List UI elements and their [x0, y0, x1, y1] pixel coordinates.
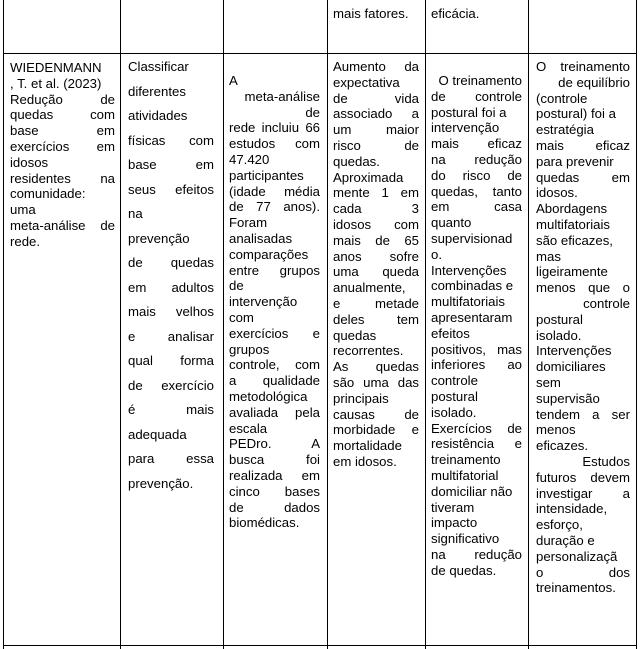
cell-line: postural foi a [431, 104, 507, 120]
cell-line: prevenção [128, 230, 190, 246]
cell-line: exercícios e [229, 325, 320, 341]
cell-line: escala [229, 420, 268, 436]
cell-line: duração e [536, 532, 595, 548]
cell-line: impacto [431, 515, 478, 531]
cell-line: mas [536, 248, 561, 264]
cell-line: de quedas [128, 255, 214, 270]
cell-line: multifatorial [431, 467, 499, 483]
cell-line: intervenção [229, 294, 298, 310]
cell-line: isolado. [431, 404, 477, 420]
cell-line: um maior [333, 122, 419, 138]
cell-line: Redução de [10, 91, 115, 107]
prev-row-col5-text: eficácia. [431, 6, 480, 21]
cell-line: Aumento da [333, 59, 419, 74]
cell-line: Aproximada [333, 169, 404, 185]
cell-line: investigar a [536, 485, 630, 501]
cell-line: (idade média [229, 183, 320, 199]
cell-line: e analisar [128, 328, 214, 344]
cell-line: atividades [128, 108, 188, 123]
cell-line: treinamentos. [536, 580, 616, 596]
table-border-right [636, 0, 637, 649]
cell-line: quedas em [536, 169, 630, 185]
cell-line: isolado. [536, 327, 582, 343]
cell-line: para essa [128, 451, 214, 466]
cell-line: estudos com [229, 136, 320, 152]
cell-line: é mais [128, 402, 214, 417]
cell-line: meta-análise de [244, 88, 320, 120]
cell-line: anos sofre [333, 248, 419, 264]
cell-line: em adultos [128, 279, 214, 295]
cell-line: para prevenir [536, 153, 614, 169]
cell-line: busca foi [229, 452, 320, 468]
cell-line: comparações [229, 246, 309, 262]
cell-line: tiveram [431, 499, 475, 515]
cell-line: a qualidade [229, 373, 320, 389]
cell-line: tendem a ser [536, 406, 630, 422]
cell-line: treinamento [431, 452, 501, 468]
cell-line: domiciliares [536, 359, 606, 375]
cell-line: multifatoriais [536, 216, 611, 232]
cell-line: controle [583, 295, 630, 311]
cell-line: supervisionad [431, 230, 513, 246]
cell-line: estratégia [536, 122, 594, 138]
cell-line: intervenção [431, 120, 500, 136]
cell-line: entre grupos [229, 262, 320, 278]
cell-line: na redução [431, 546, 522, 562]
cell-line: PEDro. A [229, 436, 320, 452]
cell-line: o dos [536, 564, 630, 580]
cell-line: idosos. [536, 185, 578, 201]
cell-line: Intervenções [431, 262, 507, 278]
cell-line: WIEDENMANN [10, 60, 102, 75]
cell-line: de 77 anos). [229, 199, 320, 215]
cell-line: quanto [431, 215, 472, 231]
cell-line: Intervenções [536, 343, 612, 359]
cell-line: comunidade: [10, 186, 86, 202]
cell-line: mais de 65 [333, 232, 419, 248]
cell-line: menos que o [536, 280, 630, 296]
cell-line: postural) foi a [536, 106, 616, 122]
cell-line: combinadas e [431, 278, 514, 294]
column-divider [528, 0, 529, 649]
row-divider [3, 645, 637, 646]
cell-reference [10, 60, 115, 250]
cell-line: principais [333, 390, 389, 406]
cell-line: risco de [333, 137, 419, 153]
cell-line: avaliada pela [229, 404, 320, 420]
cell-line: inferiores ao [431, 357, 522, 373]
cell-line: postural [431, 388, 478, 404]
cell-line: são eficazes, [536, 232, 613, 248]
cell-line: associado a [333, 106, 419, 122]
cell-line: esforço, [536, 517, 583, 533]
cell-line: significativo [431, 531, 500, 547]
cell-line: (controle [536, 90, 588, 106]
cell-line: quedas, tanto [431, 183, 522, 199]
cell-line: domiciliar não [431, 483, 513, 499]
cell-conclusion [536, 59, 630, 596]
cell-line: qual forma [128, 353, 214, 368]
cell-line: multifatoriais [431, 294, 506, 310]
cell-line: metodológica [229, 388, 308, 404]
cell-line: personalizaçã [536, 548, 618, 564]
cell-line: mente 1 em [333, 185, 419, 201]
cell-line: de exercício [128, 377, 214, 393]
cell-line: causas de [333, 406, 419, 422]
cell-line: positivos, mas [431, 341, 522, 357]
cell-results [431, 73, 522, 579]
cell-line: e metade [333, 295, 419, 311]
cell-line: morbidade e [333, 422, 419, 438]
row-divider [3, 53, 637, 54]
cell-context [333, 59, 419, 470]
cell-line: na redução [431, 151, 522, 167]
cell-line: mortalidade [333, 438, 402, 454]
cell-line: efeitos [431, 325, 470, 341]
cell-line: anualmente, [333, 280, 406, 296]
cell-line: em idosos. [333, 453, 397, 469]
cell-line: uma [10, 202, 36, 218]
cell-line: base em [10, 123, 115, 139]
cell-line: diferentes [128, 83, 186, 99]
cell-line: postural [536, 311, 583, 327]
cell-line: do risco de [431, 167, 522, 183]
cell-line: são uma das [333, 374, 419, 390]
column-divider [327, 0, 328, 649]
cell-line: em casa [431, 199, 522, 215]
cell-line: analisadas [229, 230, 293, 246]
cell-objective [128, 55, 214, 496]
cell-line: base em [128, 157, 214, 172]
cell-line: As quedas [333, 359, 419, 375]
cell-line: O treinamento [536, 59, 630, 74]
cell-line: idosos [10, 154, 49, 170]
cell-line: expectativa [333, 74, 400, 90]
cell-line: residentes na [10, 170, 115, 186]
column-divider [223, 0, 224, 649]
cell-line: de dados [229, 499, 320, 515]
cell-line: quedas com [10, 107, 115, 123]
cell-line: físicas com [128, 132, 214, 148]
cell-line: uma queda [333, 264, 419, 280]
cell-methodology [229, 73, 320, 531]
cell-line: Estudos [582, 453, 630, 469]
cell-line: de vida [333, 90, 419, 106]
cell-line: apresentaram [431, 309, 513, 325]
cell-line: de [229, 278, 244, 294]
cell-line: recorrentes. [333, 343, 404, 359]
cell-line: deles tem [333, 311, 419, 327]
cell-line: mais velhos [128, 304, 214, 319]
cell-line: exercícios em [10, 138, 115, 154]
cell-line: cada 3 [333, 201, 419, 217]
cell-line: de quedas. [431, 562, 497, 578]
cell-line: com [229, 309, 254, 325]
cell-line: quedas. [333, 153, 380, 169]
cell-line: controle [431, 373, 478, 389]
cell-line: de controle [431, 88, 522, 104]
cell-line: prevenção. [128, 475, 194, 491]
cell-line: O treinamento [438, 73, 522, 88]
prev-row-col4-text: mais fatores. [333, 6, 409, 21]
cell-line: resistência e [431, 436, 522, 452]
cell-line: 47.420 [229, 151, 270, 167]
cell-line: rede incluiu 66 [229, 120, 320, 136]
cell-line: participantes [229, 167, 304, 183]
cell-line: ligeiramente [536, 264, 608, 280]
cell-line: , T. et al. (2023) [10, 75, 102, 91]
cell-line: Foram [229, 215, 268, 231]
cell-line: de equilíbrio [558, 74, 630, 90]
cell-line: mais eficaz [536, 137, 630, 153]
cell-line: sem [536, 374, 561, 390]
table-border-left [3, 0, 4, 649]
cell-line: cinco bases [229, 483, 320, 499]
cell-line: mais eficaz [431, 136, 522, 152]
cell-line: idosos com [333, 216, 419, 232]
cell-line: A [229, 73, 238, 88]
cell-line: adequada [128, 426, 187, 442]
cell-line: rede. [10, 233, 41, 249]
cell-line: Exercícios de [431, 420, 522, 436]
cell-line: menos [536, 422, 576, 438]
cell-line: grupos [229, 341, 270, 357]
cell-line: seus efeitos [128, 181, 214, 197]
cell-line: controle, com [229, 357, 320, 373]
cell-line: meta-análise de [10, 217, 115, 233]
cell-line: Abordagens [536, 201, 608, 217]
cell-line: futuros devem [536, 469, 630, 485]
column-divider [120, 0, 121, 649]
cell-line: intensidade, [536, 501, 608, 517]
cell-line: realizada em [229, 467, 320, 483]
cell-line: biomédicas. [229, 515, 300, 531]
cell-line: quedas [333, 327, 377, 343]
cell-line: supervisão [536, 390, 600, 406]
cell-line: na [128, 206, 143, 221]
cell-line: o. [431, 246, 442, 262]
column-divider [425, 0, 426, 649]
cell-line: Classificar [128, 59, 189, 74]
cell-line: eficazes. [536, 438, 589, 454]
